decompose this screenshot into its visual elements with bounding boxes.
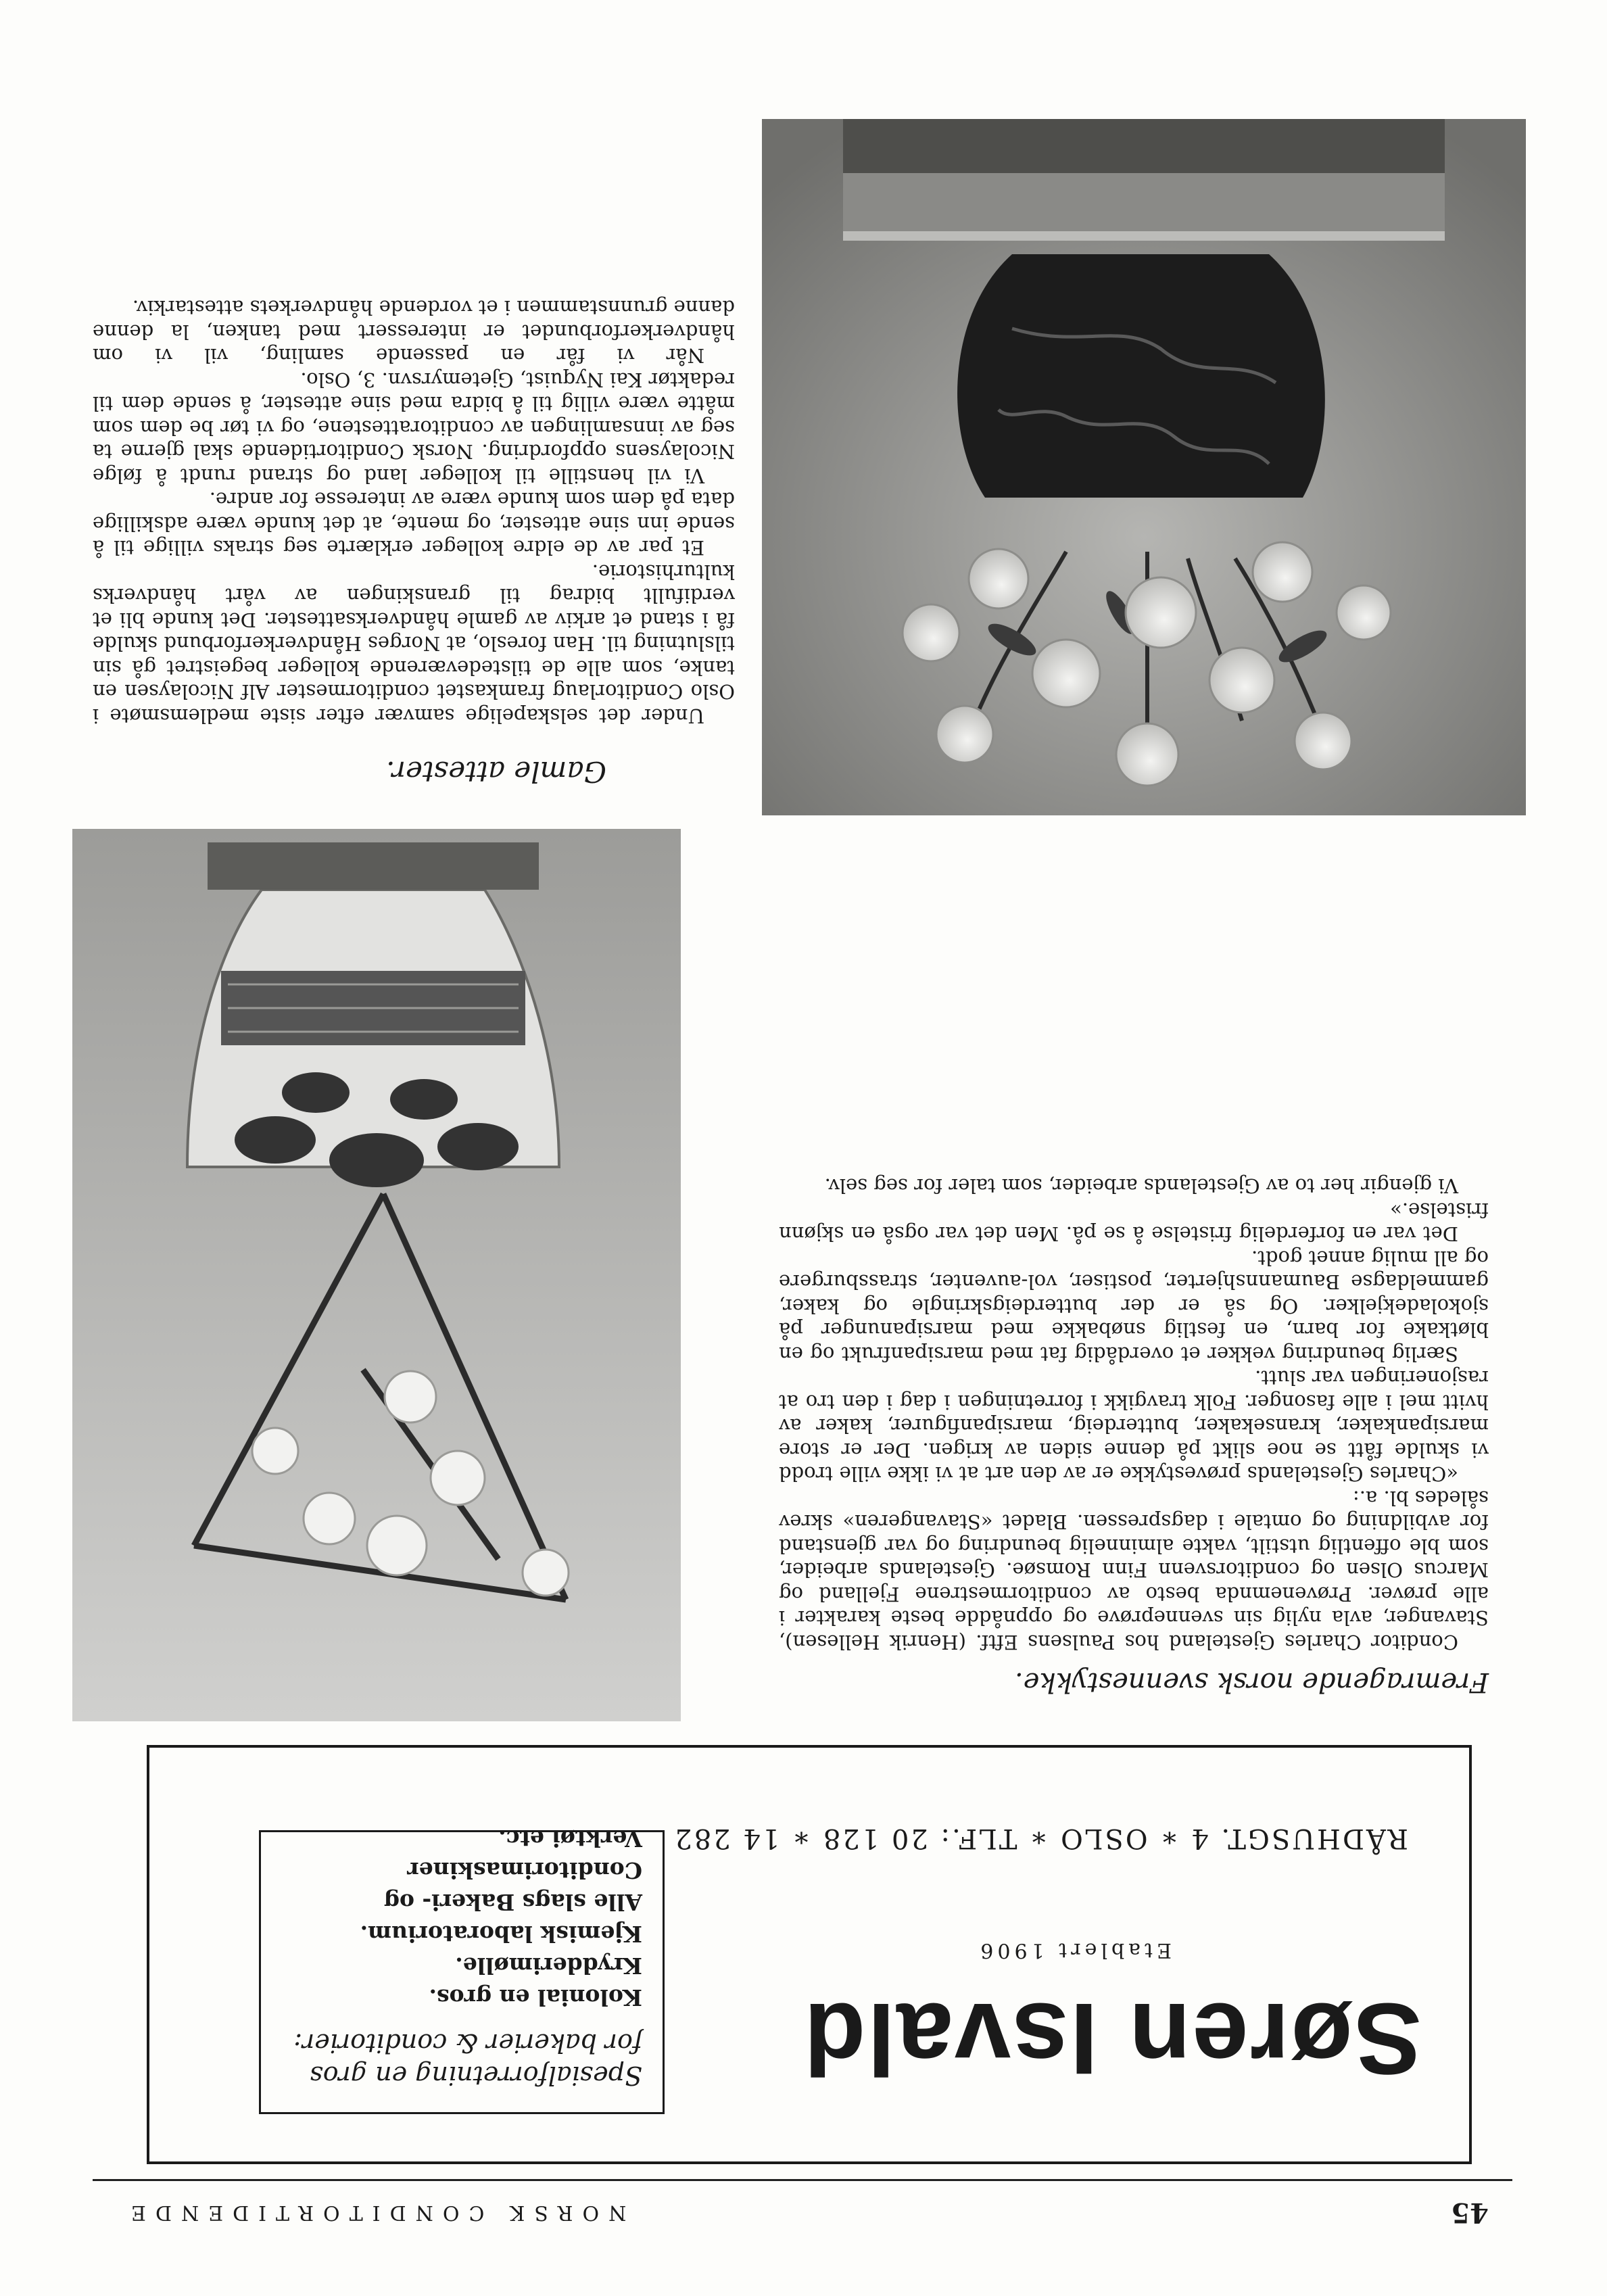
paragraph: Vi gjengir her to av Gjestelands arbeider, som taler for seg selv. xyxy=(824,1174,1458,1198)
ad-established: Etablert 1906 xyxy=(976,1938,1172,1962)
article-title: Fremragende norsk svennestykke. xyxy=(1015,1667,1489,1698)
ad-item: Conditorimaskiner xyxy=(407,1857,642,1884)
article-body xyxy=(779,1174,1489,1654)
paragraph: Under det selskapelige samvær efter siste medlemsmøte i Oslo Conditorlaug framkastet conditormester Alf Nicolaysen en tanke, som alle de tilstedeværende kolleger begeistret gå sin tilslutning til. Han foreslo, at Norges Håndverkerforbund skulde få i stand et arkiv av gamle håndverksattester. Det kunde bli et verdifullt bidrag til granskingen av vårt håndverks kulturhistorie. xyxy=(93,560,735,727)
ad-item: Kolonial en gros. xyxy=(429,1984,642,2011)
ad-company-name: Søren Isvald xyxy=(802,1982,1422,2096)
paragraph: Når vi får en passende samling, vil vi om håndverkerforbundet er interessert med tanken, la denne danne grunnstammen i et vordende håndverkets attestarkiv. xyxy=(93,296,735,368)
paragraph: «Charles Gjestelands prøvestykke er av den art at vi ikke ville trodd vi skulde fått se noe slikt på denne siden av krigen. Der er store marsipankaker, kransekaker, butterdeig, marsipanfigurer, kaker av hvitt mel i alle fasonger. Folk travgikk i forretningen i dag i den tro at rasjoneringen var slutt. xyxy=(779,1366,1489,1486)
ad-item: Kjemisk laboratorium. xyxy=(360,1921,642,1947)
page-number: 45 xyxy=(1451,2197,1489,2228)
ad-tagline: Spesialforretning en gros for bakerier & conditorier: xyxy=(293,2028,642,2090)
ad-product-box xyxy=(259,1825,665,2114)
sugar-rose-cake-photo xyxy=(762,119,1526,815)
header-rule xyxy=(93,2179,1512,2181)
paragraph: Det var en forferdelig fristelse å se på. Men det var også en skjønn fristelse.» xyxy=(779,1199,1489,1246)
ad-address: RÅDHUSGT. 4 ∗ OSLO ∗ TLF.: 20 128 ∗ 14 282 xyxy=(673,1823,1408,1854)
photo-illustration xyxy=(762,119,1526,815)
article-title: Gamle attester. xyxy=(386,755,606,788)
ad-item: Verktøi etc. xyxy=(498,1825,642,1852)
journal-name: NORSK CONDITORTIDENDE xyxy=(122,2201,627,2224)
paragraph: Conditor Charles Gjesteland hos Paulsens Eftf. (Henrik Hellesen), Stavanger, avla nylig sin svenneprøve og oppnådde beste karakter i alle prøver. Prøvenemnda besto av conditormestrene Fjelland og Marcus Olsen og conditorsvenn Finn Romsøe. Gjestelands arbeider, som ble offentlig utstilt, vakte alminnelig beundring og var gjenstand for avbildning og omtale i dagspressen. Bladet «Stavangeren» skrev således bl. a.: xyxy=(779,1487,1489,1654)
article-body xyxy=(93,295,735,727)
running-head xyxy=(122,2188,1489,2228)
paragraph: Et par av de eldre kolleger erklærte seg straks villige til å sende inn sine attester, og mente, at det kunde være adskillige data på dem som kunde være av interesse for andre. xyxy=(93,488,735,560)
paragraph: Vi vil henstille til kolleger land og strand rundt å følge Nicolaysens oppfordring. Norsk Conditortidende skal gjerne ta seg av innsamlingen av conditorattestene, og vi tør be dem som måtte være villig til å bidra med sine attester, å sende dem til redaktør Kai Nyquist, Gjetemyrsvn. 3, Oslo. xyxy=(93,368,735,487)
ad-item: Krydderimølle. xyxy=(455,1953,642,1979)
paragraph: Særlig beundring vekker et overdådig fat med marsipanfrukt og en bløtkake for barn, en festlig snøbakke med marsipanunger på sjokoladekjelker. Og så er der butterdeigskringle og kaker, gammeldagse Baumannshjerter, postiser, vol-auventer, strassburgere og all mulig annet godt. xyxy=(779,1247,1489,1366)
advertisement xyxy=(147,1745,1472,2164)
ad-item: Alle slags Bakeri- og xyxy=(383,1889,642,1915)
photo-illustration xyxy=(72,829,681,1721)
marzipan-sculpture-photo xyxy=(72,829,681,1721)
